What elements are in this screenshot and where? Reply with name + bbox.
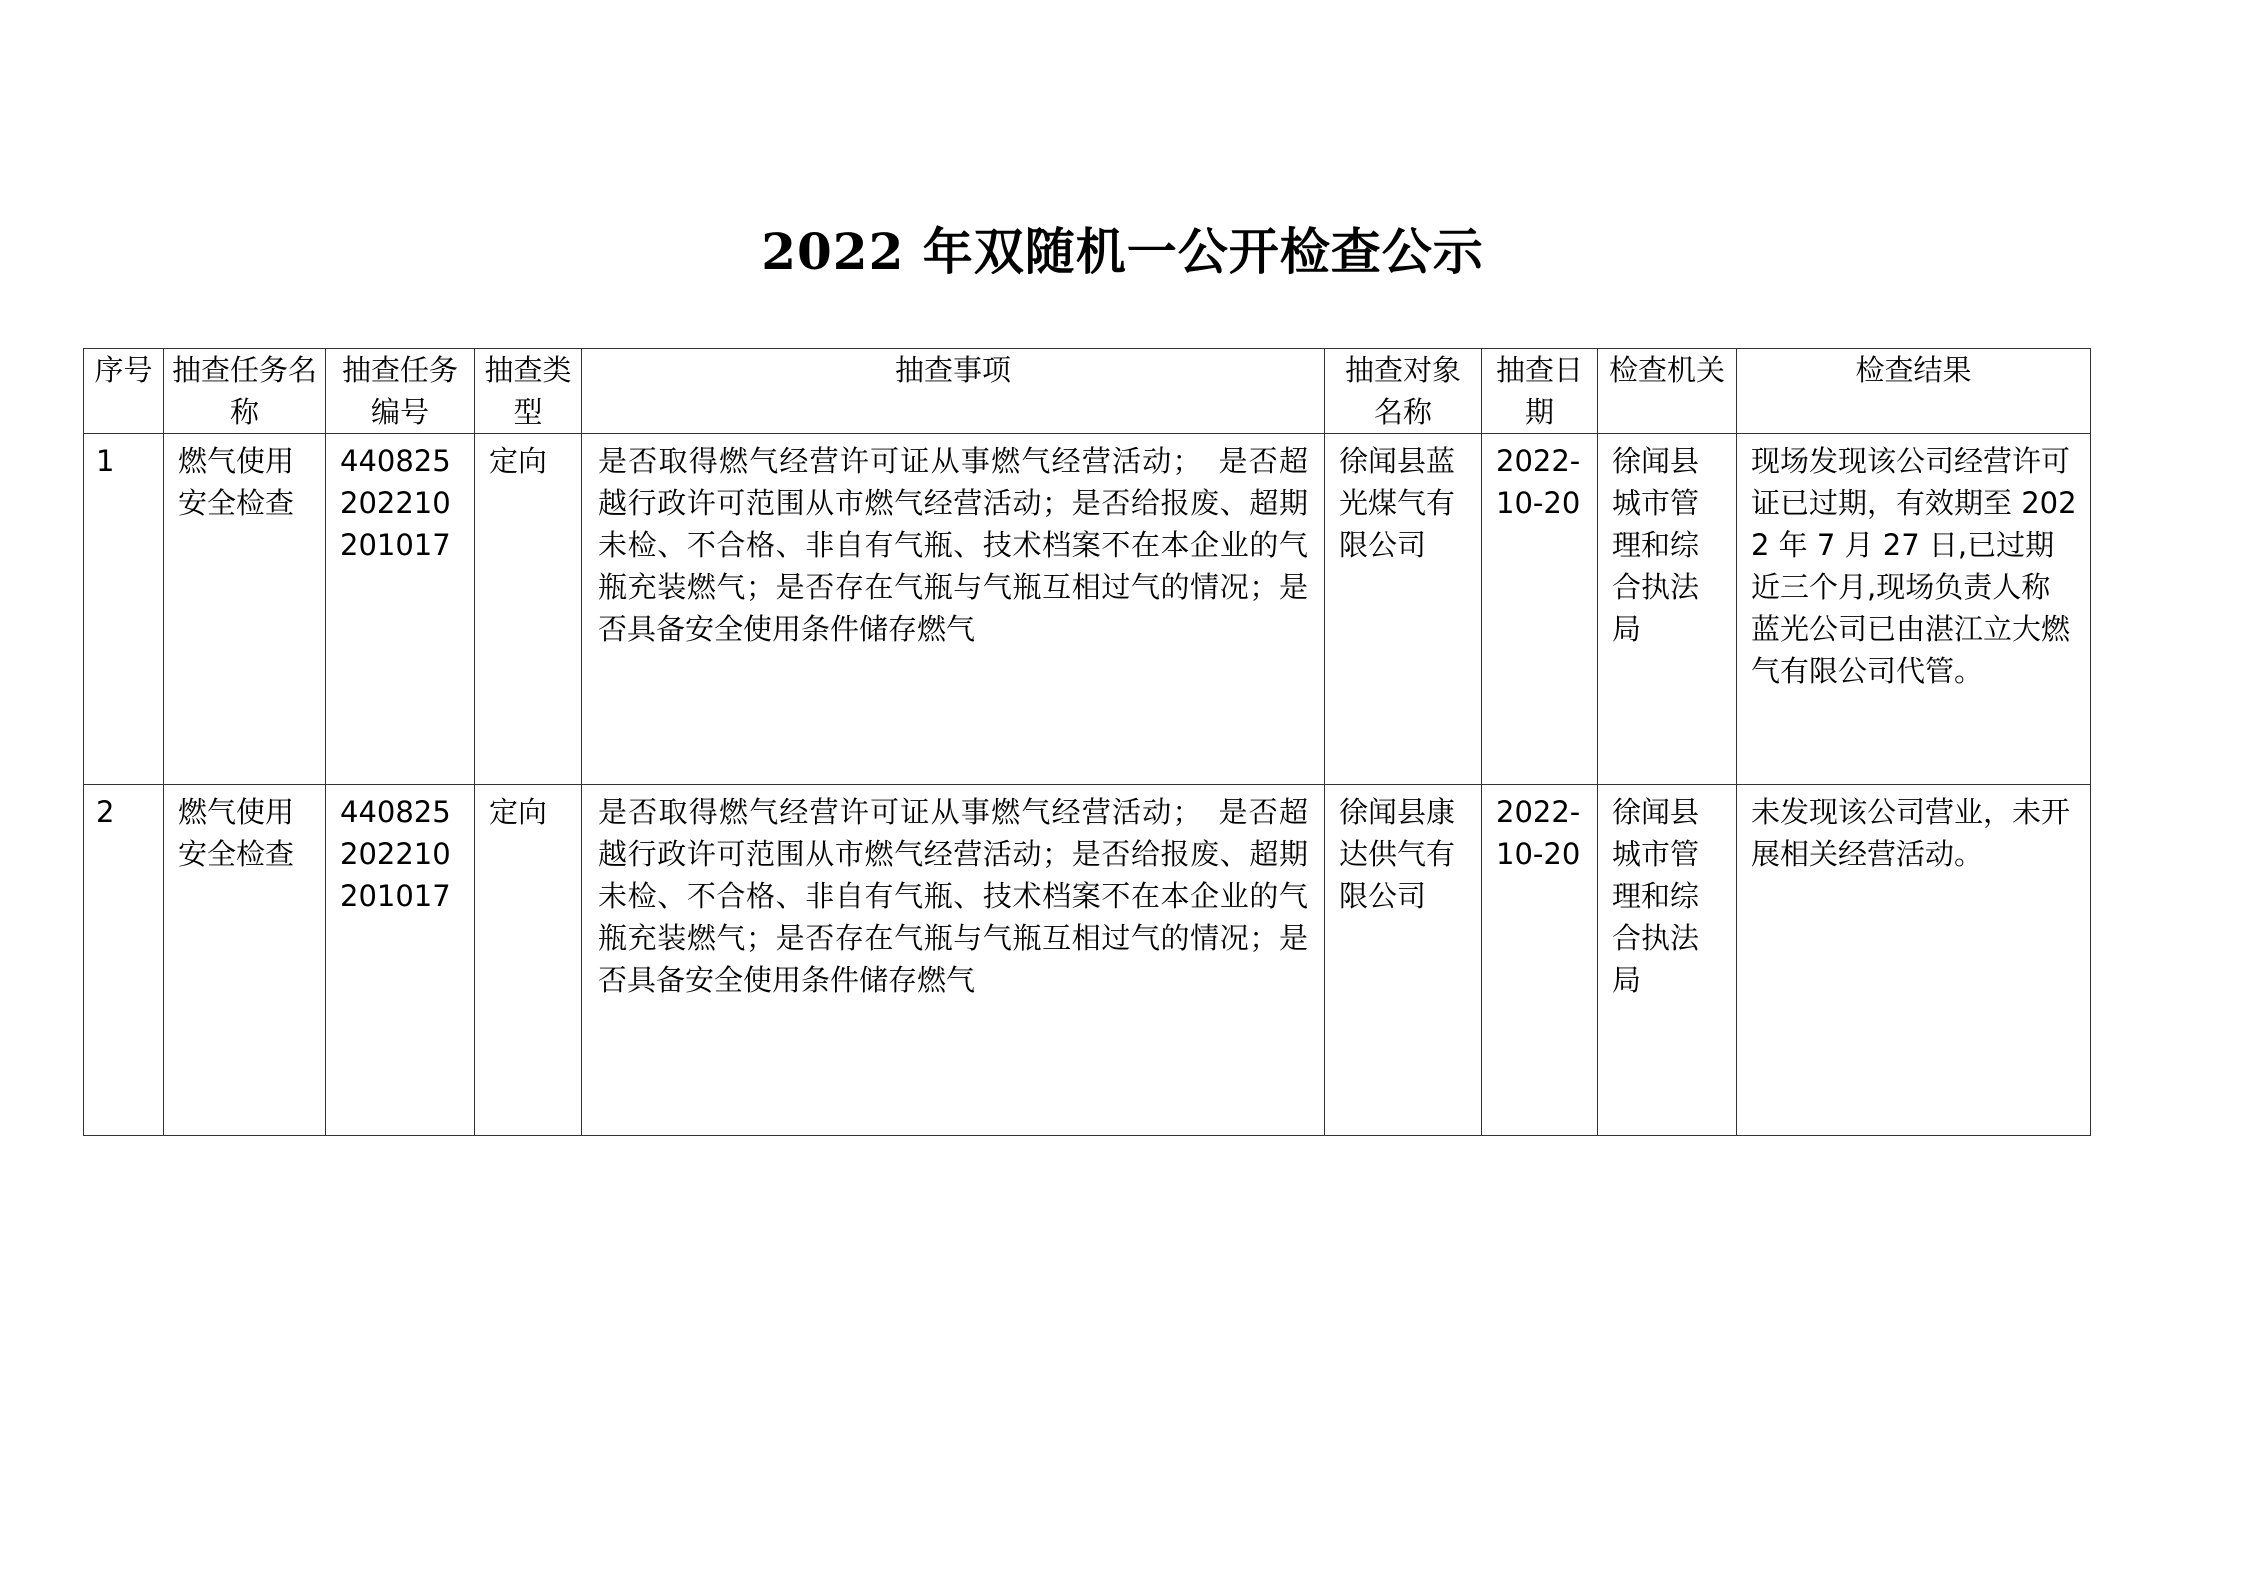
table-row [84, 434, 2091, 785]
cell-target: 徐闻县蓝光煤气有限公司 [1325, 434, 1482, 785]
cell-items: 是否取得燃气经营许可证从事燃气经营活动； 是否超越行政许可范围从市燃气经营活动；是否给报废、超期未检、不合格、非自有气瓶、技术档案不在本企业的气瓶充装燃气；是否存在气瓶与气瓶互相过气的情况；是否具备安全使用条件储存燃气 [582, 434, 1325, 785]
cell-items: 是否取得燃气经营许可证从事燃气经营活动； 是否超越行政许可范围从市燃气经营活动；是否给报废、超期未检、不合格、非自有气瓶、技术档案不在本企业的气瓶充装燃气；是否存在气瓶与气瓶互相过气的情况；是否具备安全使用条件储存燃气 [582, 785, 1325, 1136]
cell-no: 2 [84, 785, 164, 1136]
header-date: 抽查日期 [1482, 349, 1598, 434]
cell-task-name: 燃气使用安全检查 [164, 434, 326, 785]
inspection-table [83, 348, 2091, 1136]
cell-type: 定向 [475, 785, 582, 1136]
header-target: 抽查对象名称 [1325, 349, 1482, 434]
header-items: 抽查事项 [582, 349, 1325, 434]
header-no: 序号 [84, 349, 164, 434]
header-result: 检查结果 [1737, 349, 2091, 434]
cell-result: 现场发现该公司经营许可证已过期，有效期至 2022 年 7 月 27 日,已过期近三个月,现场负责人称蓝光公司已由湛江立大燃气有限公司代管。 [1737, 434, 2091, 785]
cell-task-code: 440825202210201017 [326, 785, 475, 1136]
cell-authority: 徐闻县城市管理和综合执法局 [1598, 434, 1737, 785]
cell-date: 2022-10-20 [1482, 785, 1598, 1136]
cell-task-name: 燃气使用安全检查 [164, 785, 326, 1136]
cell-task-code: 440825202210201017 [326, 434, 475, 785]
header-task-name: 抽查任务名称 [164, 349, 326, 434]
header-authority: 检查机关 [1598, 349, 1737, 434]
table-row [84, 785, 2091, 1136]
header-type: 抽查类型 [475, 349, 582, 434]
cell-target: 徐闻县康达供气有限公司 [1325, 785, 1482, 1136]
header-task-code: 抽查任务编号 [326, 349, 475, 434]
cell-date: 2022-10-20 [1482, 434, 1598, 785]
cell-authority: 徐闻县城市管理和综合执法局 [1598, 785, 1737, 1136]
cell-type: 定向 [475, 434, 582, 785]
page-title: 2022 年双随机一公开检查公示 [761, 221, 1484, 281]
cell-result: 未发现该公司营业，未开展相关经营活动。 [1737, 785, 2091, 1136]
cell-no: 1 [84, 434, 164, 785]
table-header-row [84, 349, 2091, 434]
